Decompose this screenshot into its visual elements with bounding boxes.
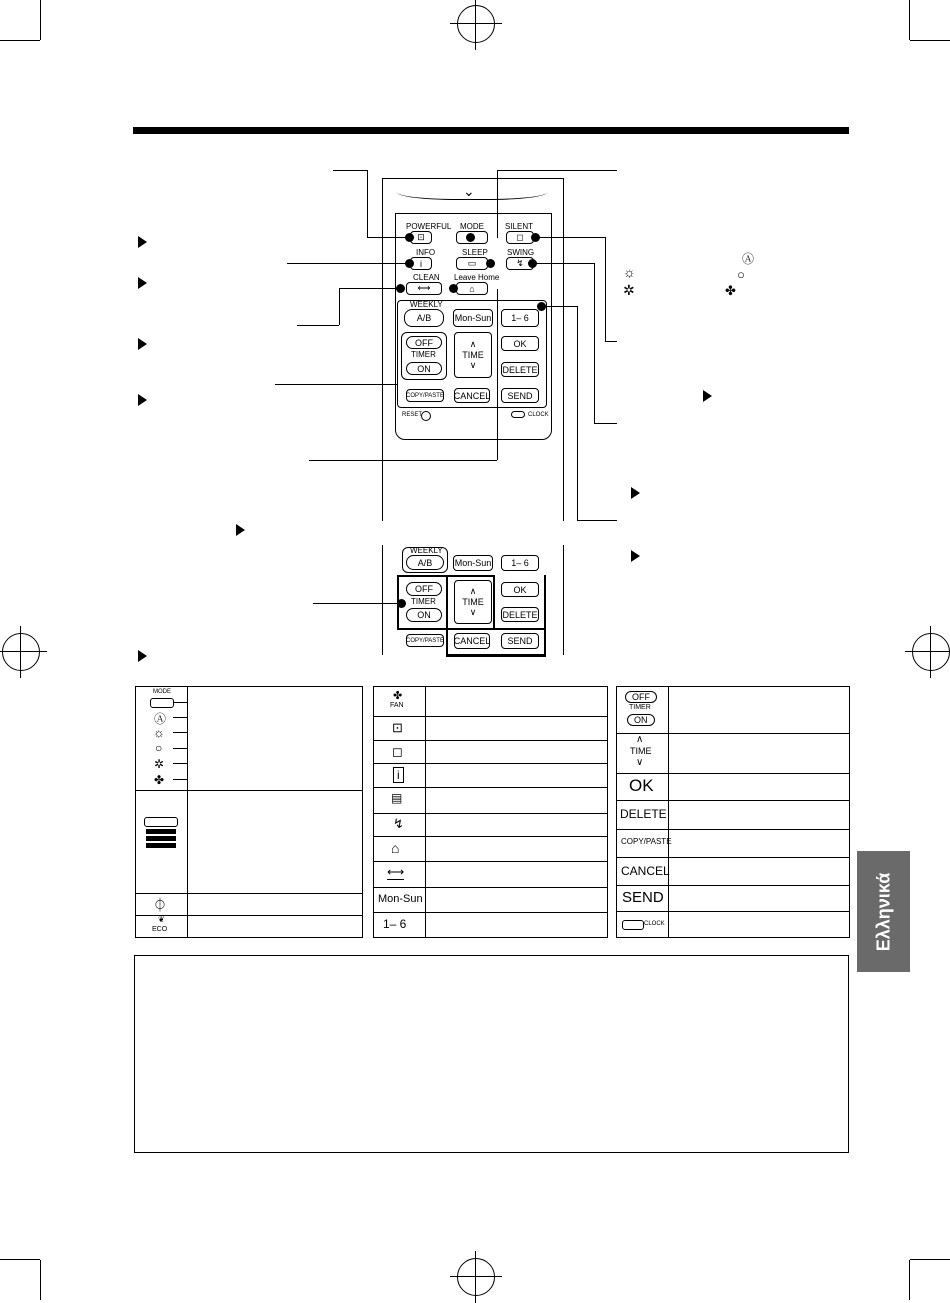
off-button[interactable]: OFF	[406, 336, 442, 349]
table-row-divider	[374, 740, 607, 741]
silent-label: SILENT	[505, 222, 534, 231]
callout-line	[367, 170, 368, 238]
clock-button[interactable]	[511, 411, 525, 418]
cancel-button[interactable]: CANCEL	[454, 388, 490, 403]
mode-icon	[150, 698, 174, 708]
crop-mark	[40, 1260, 41, 1300]
table-row-divider	[617, 911, 849, 912]
callout-line	[275, 384, 397, 385]
auto-icon: Ⓐ	[742, 252, 755, 266]
chevron-down-icon: ∨	[469, 360, 477, 370]
fan-icon: ✤	[393, 690, 403, 702]
copy-paste-button-2[interactable]: COPY/PASTE	[406, 634, 444, 647]
table-row-divider	[617, 773, 849, 774]
callout-line	[173, 763, 188, 764]
ok-button-2[interactable]: OK	[501, 582, 539, 597]
callout-line	[605, 237, 606, 341]
time-symbol: TIME	[630, 746, 652, 756]
powerful-icon: ⊡	[392, 720, 403, 735]
crop-mark	[0, 1259, 40, 1260]
callout-line	[173, 717, 188, 718]
clock-label: CLOCK	[528, 412, 549, 418]
send-button[interactable]: SEND	[501, 388, 539, 403]
callout-line	[173, 779, 188, 780]
callout-line	[367, 237, 407, 238]
snowflake-icon: ✲	[154, 757, 165, 771]
crop-mark	[0, 40, 40, 41]
bullet-arrow-icon	[138, 394, 147, 406]
chevron-up-icon: ∧	[469, 339, 477, 349]
mode-label: MODE	[460, 222, 484, 231]
registration-mark	[912, 633, 950, 671]
callout-line	[605, 341, 617, 342]
timer-label: TIMER	[411, 350, 436, 359]
callout-line	[497, 170, 617, 171]
swing-button[interactable]: ↯	[506, 257, 534, 270]
chevron-down-icon: ∨	[636, 757, 644, 768]
notes-box	[134, 955, 849, 1153]
weekly-label: WEEKLY	[410, 300, 443, 309]
callout-line	[339, 288, 340, 325]
symbol-table-right	[616, 686, 850, 938]
send-symbol: SEND	[622, 889, 664, 906]
callout-line	[333, 170, 368, 171]
bullet-arrow-icon	[236, 524, 245, 536]
delete-symbol: DELETE	[620, 807, 667, 821]
table-row-divider	[374, 861, 607, 862]
language-tab-label: Ελληνικά	[873, 872, 893, 951]
sun-icon: ☼	[623, 264, 636, 280]
table-row-divider	[374, 787, 607, 788]
copy-paste-symbol: COPY/PASTE	[621, 837, 672, 846]
delete-button-2[interactable]: DELETE	[501, 607, 539, 622]
one-six-button-2[interactable]: 1– 6	[501, 555, 539, 571]
table-row-divider	[617, 829, 849, 830]
callout-dot	[449, 284, 458, 293]
info-icon: i	[393, 767, 404, 783]
one-six-label: 1– 6	[383, 917, 407, 931]
ab-button-2[interactable]: A/B	[406, 555, 444, 570]
fan-speed-icon	[144, 817, 178, 857]
callout-line	[339, 288, 397, 289]
callout-line	[173, 702, 188, 703]
delete-button[interactable]: DELETE	[501, 362, 539, 377]
powerful-label: POWERFUL	[406, 222, 452, 231]
bullet-arrow-icon	[138, 650, 147, 662]
info-button[interactable]: i	[410, 257, 432, 270]
copy-paste-button[interactable]: COPY/PASTE	[406, 389, 444, 402]
crop-mark	[40, 0, 41, 40]
eco-icon: ❦	[158, 915, 165, 924]
speed-bar	[146, 836, 176, 841]
table-row-divider	[374, 813, 607, 814]
one-six-button[interactable]: 1– 6	[501, 309, 539, 327]
time-button[interactable]	[454, 332, 492, 378]
weekly-label-2: WEEKLY	[410, 546, 443, 555]
fan-icon: ✤	[725, 283, 736, 298]
ok-button[interactable]: OK	[501, 336, 539, 351]
ok-symbol: OK	[629, 776, 654, 795]
leave-home-icon: ⌂	[391, 840, 400, 856]
auto-icon: Ⓐ	[154, 712, 167, 726]
eco-label: ECO	[152, 926, 168, 933]
table-col-divider	[425, 687, 426, 937]
drop-icon: ○	[737, 267, 745, 282]
bullet-arrow-icon	[138, 338, 147, 350]
callout-line	[497, 170, 498, 238]
chevron-down-icon: ∨	[469, 607, 477, 617]
symbol-table-middle	[373, 686, 608, 938]
clean-label: CLEAN	[413, 273, 440, 282]
callout-line	[287, 263, 407, 264]
powerful-button[interactable]: ⊡	[410, 231, 432, 244]
table-row-divider	[374, 763, 607, 764]
table-row-divider	[136, 790, 362, 791]
cancel-button-2[interactable]: CANCEL	[454, 633, 490, 649]
clock-symbol: CLOCK	[644, 921, 665, 927]
table-col-divider	[668, 687, 669, 937]
silent-icon: ◻	[392, 744, 403, 759]
table-row-divider	[617, 733, 849, 734]
crop-mark	[910, 1259, 950, 1260]
table-row-divider	[617, 857, 849, 858]
chevron-down-icon: ⌄	[463, 183, 475, 199]
swing-icon: ↯	[393, 816, 404, 831]
callout-line	[544, 306, 577, 307]
callout-line	[313, 603, 399, 604]
chevron-up-icon: ∧	[636, 734, 644, 745]
sleep-label: SLEEP	[462, 248, 488, 257]
bullet-arrow-icon	[703, 390, 712, 402]
bullet-arrow-icon	[631, 487, 640, 499]
callout-line	[536, 263, 594, 264]
table-row-divider	[136, 893, 362, 894]
callout-line	[497, 289, 498, 460]
callout-line	[173, 748, 188, 749]
table-row-divider	[374, 887, 607, 888]
bullet-arrow-icon	[138, 277, 147, 289]
table-row-divider	[374, 912, 607, 913]
silent-button[interactable]: ◻	[506, 231, 534, 244]
callout-line	[594, 263, 595, 423]
symbol-table-left	[135, 686, 363, 938]
time-label-2: TIME	[462, 597, 484, 607]
sleep-button[interactable]: ▭	[456, 257, 488, 270]
clock-button-icon	[622, 920, 644, 930]
callout-line	[297, 325, 339, 326]
header-rule	[133, 127, 849, 134]
clean-icon: ⟷	[387, 865, 405, 879]
reset-button[interactable]	[421, 411, 431, 421]
time-label: TIME	[462, 350, 484, 360]
off-symbol: OFF	[625, 691, 657, 703]
crop-mark	[909, 0, 910, 40]
registration-mark	[457, 1258, 495, 1296]
speed-bar	[146, 829, 176, 834]
chevron-up-icon: ∧	[469, 586, 477, 596]
callout-line	[309, 460, 497, 461]
ab-button[interactable]: A/B	[404, 309, 444, 327]
table-row-divider	[617, 885, 849, 886]
table-row-divider	[374, 836, 607, 837]
time-button-2[interactable]	[454, 580, 492, 624]
callout-dot	[466, 233, 475, 242]
reset-label: RESET	[402, 412, 423, 418]
snowflake-icon: ✲	[623, 282, 635, 298]
leave-home-button[interactable]: ⌂	[456, 282, 488, 295]
table-row-divider	[617, 800, 849, 801]
crop-mark	[910, 40, 950, 41]
language-tab	[857, 851, 910, 972]
off-button-2[interactable]: OFF	[406, 582, 442, 596]
info-label: INFO	[416, 248, 436, 257]
callout-line	[577, 520, 617, 521]
crop-mark	[909, 1260, 910, 1300]
table-row-divider	[136, 915, 362, 916]
fan-label: FAN	[390, 702, 404, 709]
table-col-divider	[187, 687, 188, 937]
callout-line	[594, 423, 617, 424]
sun-icon: ☼	[153, 725, 165, 740]
on-button-2[interactable]: ON	[406, 608, 442, 622]
mode-label: MODE	[153, 689, 171, 695]
cancel-symbol: CANCEL	[621, 864, 670, 878]
on-symbol: ON	[627, 714, 655, 726]
mon-sun-label: Mon-Sun	[378, 893, 423, 905]
callout-line	[540, 237, 605, 238]
sleep-icon: ▤	[391, 791, 403, 805]
registration-mark	[2, 633, 40, 671]
clean-button[interactable]: ⟷	[406, 282, 442, 295]
timer-label-2: TIMER	[411, 597, 436, 606]
bullet-arrow-icon	[631, 550, 640, 562]
send-button-2[interactable]: SEND	[501, 633, 539, 649]
table-row-divider	[374, 716, 607, 717]
callout-dot	[531, 233, 540, 242]
speed-bar	[146, 843, 176, 848]
callout-dot	[396, 284, 405, 293]
mon-sun-button[interactable]: Mon-Sun	[453, 309, 493, 327]
callout-line	[577, 306, 578, 520]
fan-icon: ✤	[154, 773, 165, 787]
on-button[interactable]: ON	[406, 362, 442, 375]
callout-line	[173, 732, 188, 733]
leave-home-label: Leave Home	[454, 273, 500, 282]
swing-label: SWING	[507, 248, 535, 257]
mon-sun-button-2[interactable]: Mon-Sun	[453, 555, 493, 571]
registration-mark	[457, 5, 495, 43]
drop-icon: ○	[155, 741, 163, 755]
timer-symbol: TIMER	[629, 704, 651, 711]
bullet-arrow-icon	[138, 236, 147, 248]
power-icon: ⏀	[153, 897, 167, 913]
unit-outline	[144, 817, 178, 827]
callout-dot	[486, 259, 495, 268]
